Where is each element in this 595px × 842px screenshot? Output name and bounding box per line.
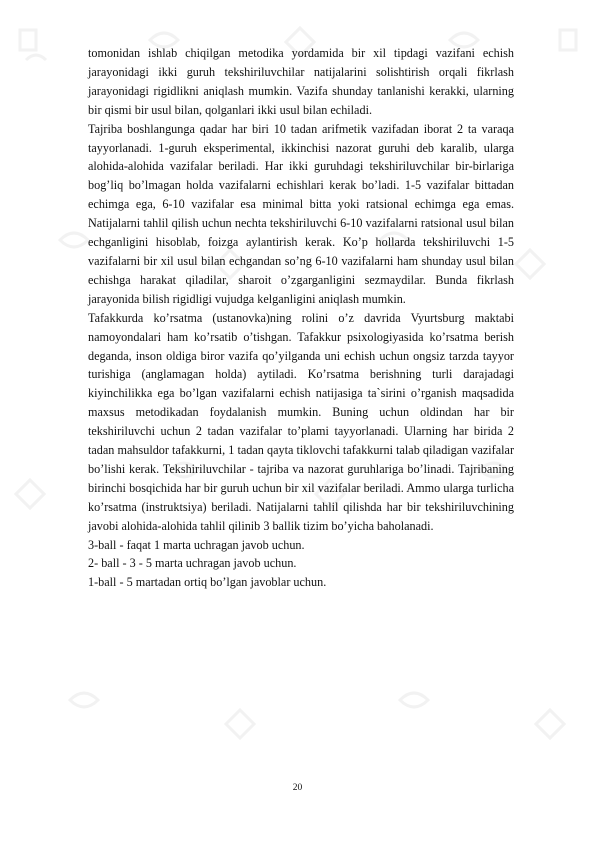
body-text: [88, 44, 514, 592]
paragraph-2: Tajriba boshlangunga qadar har biri 10 tadan arifmetik vazifadan iborat 2 ta varaqa tayyorlanadi. 1-guruh eksperimental, ikkinchisi nazorat guruhi deb karalib, ularga alohida-alohida vazifalar beriladi. Har ikki guruhdagi tekshiriluvchilar bir-birlariga bog’liq bo’lmagan holda vazifalarni echishlari kerak bo’ladi. 1-5 vazifalar bittadan echimga ega, 6-10 vazifalar esa minimal bitta yoki ratsional echimga ega emas. Natijalarni tahlil qilish uchun nechta tekshiriluvchi 6-10 vazifalarni ratsional usul bilan echganligini hisoblab, foizga aylantirish kerak. Ko’p hollarda tekshiriluvchi 1-5 vazifalarni bir xil usul bilan echgandan so’ng 6-10 vazifalarni ham shunday usul bilan echishga harakat qiladilar, sharoit o’zgarganligini sezmaydilar. Bunda fikrlash jarayonida bilish rigidligi vujudga kelganligini aniqlash mumkin.: [88, 121, 514, 306]
scoring-line-3-ball: 3-ball - faqat 1 marta uchragan javob uchun.: [88, 537, 305, 552]
paragraph-3: Tafakkurda ko’rsatma (ustanovka)ning rolini o’z davrida Vyurtsburg maktabi namoyondalari ham ko’rsatib o’tishgan. Tafakkur psixologiyasida ko’rsatma berish deganda, inson oldiga biror vazifa qo’yilganda uni echish uchun ongsiz tarzda tayyor turishiga (anglamagan holda) aytiladi. Ko’rsatma berishning turli darajadagi kiyinchilikka ega bo’lgan vazifalarni echish natijasiga ta`sirini o’rganish maqsadida maxsus metodikadan foydalanish mumkin. Buning uchun oldindan har bir tekshiriluvchi uchun 2 tadan vazifalar to’plami tayyorlanadi. Ularning har birida 2 tadan mahsuldor tafakkurni, 1 tadan qayta tiklovchi tafakkurni talab qiladigan vazifalar bo’lishi kerak. Tekshiriluvchilar - tajriba va nazorat guruhlariga bo’linadi. Tajribaning birinchi bosqichida har bir guruh uchun bir xil vazifalar beriladi. Ammo ularga turlicha ko’rsatma (instruktsiya) beriladi. Natijalarni tahlil qilishda har bir tekshiriluvchining javobi alohida-alohida tahlil qilinib 3 ballik tizim bo’yicha baholanadi.: [88, 310, 514, 533]
scoring-line-2-ball: 2- ball - 3 - 5 marta uchragan javob uchun.: [88, 556, 297, 571]
page-number: 20: [292, 783, 303, 793]
scoring-line-1-ball: 1-ball - 5 martadan ortiq bo’lgan javoblar uchun.: [88, 575, 327, 590]
paragraph-1: tomonidan ishlab chiqilgan metodika yordamida bir xil tipdagi vazifani echish jarayonidagi ikki guruh tekshiriluvchilar natijalarini solishtirish orqali fikrlash jarayonidagi rigidlikni aniqlash mumkin. Vazifa shunday tanlanishi kerakki, ularning bir qismi bir usul bilan, qolganlari ikki usul bilan echiladi.: [88, 46, 514, 117]
